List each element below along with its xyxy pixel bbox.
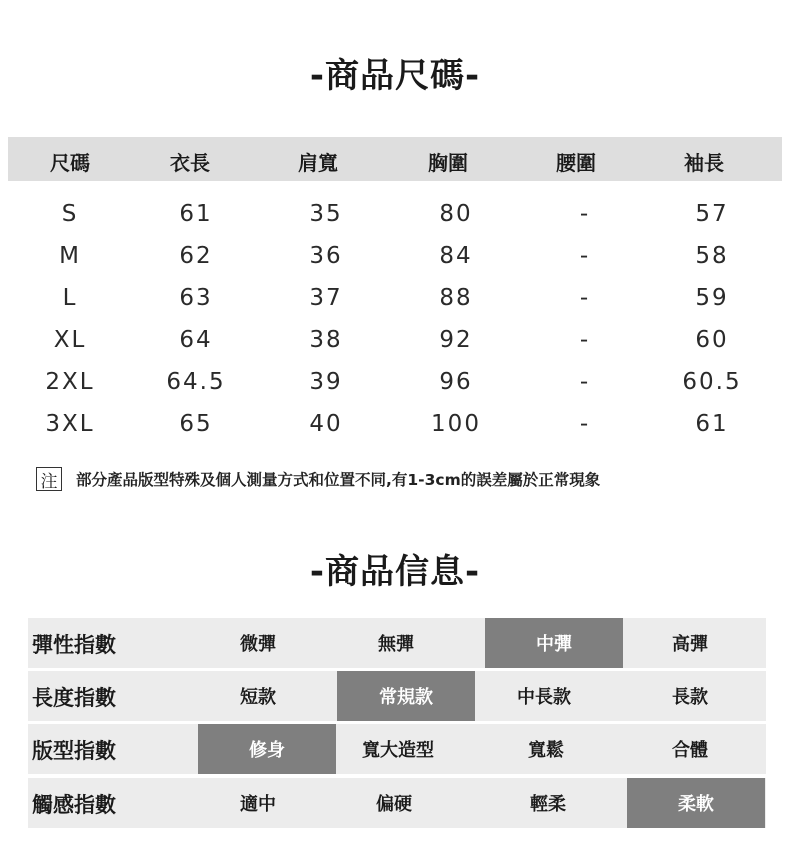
touch-label: 觸感指數: [32, 793, 116, 817]
note-badge: 注: [36, 467, 62, 491]
header-waist: 腰圍: [556, 151, 596, 175]
cell-chest: 80: [439, 201, 473, 227]
cell-shoulder: 39: [309, 369, 343, 395]
cell-chest: 100: [431, 411, 481, 437]
elasticity-row: [28, 618, 766, 668]
cell-length: 63: [179, 285, 213, 311]
cell-size: M: [59, 243, 81, 269]
fit-option: 寬鬆: [528, 740, 564, 761]
cell-chest: 84: [439, 243, 473, 269]
cell-length: 64.5: [166, 369, 226, 395]
cell-size: L: [62, 285, 78, 311]
fit-row: [28, 724, 766, 774]
touch-option: 輕柔: [530, 794, 566, 815]
length-row: [28, 671, 766, 721]
touch-option: 適中: [240, 794, 276, 815]
elasticity-label: 彈性指數: [32, 633, 116, 657]
touch-row: [28, 778, 766, 828]
length-option: 常規款: [337, 671, 475, 721]
length-option: 短款: [240, 687, 276, 708]
cell-length: 64: [179, 327, 213, 353]
cell-chest: 96: [439, 369, 473, 395]
table-row: [8, 236, 782, 278]
table-row: [8, 320, 782, 362]
length-option: 中長款: [517, 687, 571, 708]
cell-sleeve: 59: [695, 285, 729, 311]
elasticity-option: 無彈: [378, 634, 414, 655]
table-row: [8, 194, 782, 236]
fit-option: 修身: [198, 724, 336, 774]
cell-waist: -: [579, 243, 591, 269]
cell-length: 62: [179, 243, 213, 269]
cell-waist: -: [579, 369, 591, 395]
note-text: 部分產品版型特殊及個人測量方式和位置不同,有1-3cm的誤差屬於正常現象: [76, 471, 601, 489]
length-label: 長度指數: [32, 686, 116, 710]
cell-size: 3XL: [45, 411, 95, 437]
cell-length: 61: [179, 201, 213, 227]
fit-option: 寬大造型: [362, 740, 434, 761]
header-sleeve: 袖長: [684, 151, 724, 175]
elasticity-option: 高彈: [672, 634, 708, 655]
size-table-header: [8, 137, 782, 181]
cell-length: 65: [179, 411, 213, 437]
size-note: [36, 465, 600, 493]
table-row: [8, 404, 782, 446]
cell-shoulder: 36: [309, 243, 343, 269]
cell-waist: -: [579, 411, 591, 437]
fit-option: 合體: [672, 740, 708, 761]
elasticity-option: 中彈: [485, 618, 623, 668]
cell-sleeve: 57: [695, 201, 729, 227]
cell-shoulder: 37: [309, 285, 343, 311]
cell-waist: -: [579, 201, 591, 227]
header-size: 尺碼: [50, 151, 90, 175]
table-row: [8, 362, 782, 404]
cell-sleeve: 60.5: [682, 369, 742, 395]
length-option: 長款: [672, 687, 708, 708]
header-chest: 胸圍: [428, 151, 468, 175]
size-section-title: -商品尺碼-: [309, 56, 481, 96]
table-row: [8, 278, 782, 320]
cell-size: XL: [53, 327, 87, 353]
header-shoulder: 肩寬: [298, 151, 338, 175]
fit-label: 版型指數: [32, 739, 116, 763]
cell-shoulder: 40: [309, 411, 343, 437]
touch-option: 柔軟: [627, 778, 765, 828]
cell-shoulder: 35: [309, 201, 343, 227]
cell-sleeve: 58: [695, 243, 729, 269]
cell-shoulder: 38: [309, 327, 343, 353]
info-section-title: -商品信息-: [309, 552, 481, 592]
cell-waist: -: [579, 285, 591, 311]
cell-size: 2XL: [45, 369, 95, 395]
cell-size: S: [61, 201, 79, 227]
touch-option: 偏硬: [376, 794, 412, 815]
cell-sleeve: 60: [695, 327, 729, 353]
elasticity-option: 微彈: [240, 634, 276, 655]
cell-waist: -: [579, 327, 591, 353]
cell-chest: 92: [439, 327, 473, 353]
header-length: 衣長: [170, 151, 210, 175]
cell-chest: 88: [439, 285, 473, 311]
cell-sleeve: 61: [695, 411, 729, 437]
